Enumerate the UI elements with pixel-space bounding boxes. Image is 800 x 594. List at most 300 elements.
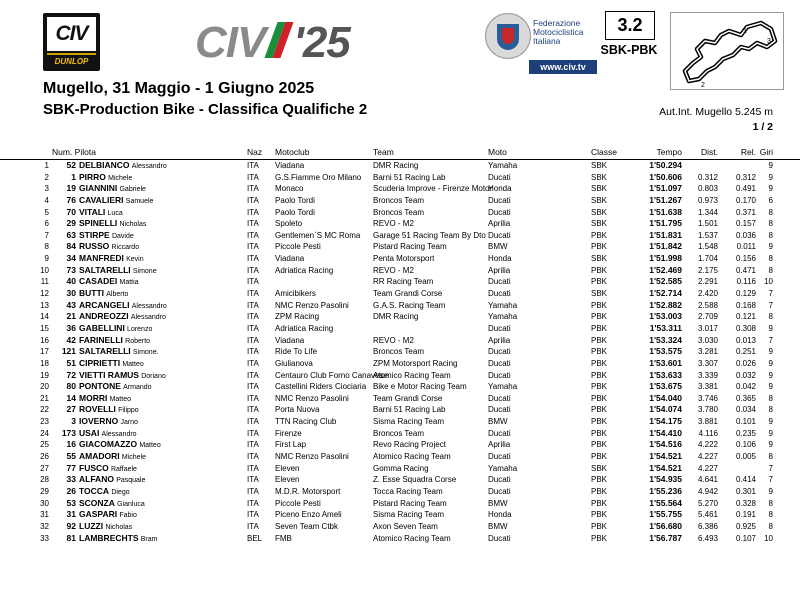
civ-logo-bar	[47, 53, 96, 55]
interval-cell: 0.106	[735, 440, 756, 450]
interval-cell: 0.170	[735, 195, 756, 205]
header-classe: Classe	[591, 147, 617, 157]
rider-number-cell: 33	[66, 474, 76, 485]
laps-cell: 8	[768, 498, 773, 508]
rider-surname: USAI	[79, 427, 100, 438]
class-cell: SBK	[591, 463, 608, 473]
motoclub-cell: Eleven	[275, 463, 300, 473]
position-cell: 14	[40, 312, 49, 322]
rider-surname: ALFANO	[79, 474, 114, 485]
interval-cell: 0.235	[735, 428, 756, 438]
civ-logo-text: CIV	[47, 17, 96, 51]
motoclub-cell: Centauro Club Forno Canavese	[275, 370, 388, 380]
lap-time-cell: 1'52.714	[649, 288, 682, 299]
gap-cell: 4.222	[697, 440, 718, 450]
rider-firstname: Mattia	[119, 279, 139, 287]
rider-name-cell	[79, 533, 245, 546]
civ25-year: '25	[293, 18, 350, 67]
lap-time-cell: 1'53.575	[649, 346, 682, 357]
rider-surname: PONTONE	[79, 381, 121, 392]
laps-cell: 9	[768, 161, 773, 170]
document-number: 3.2	[605, 11, 655, 40]
nationality-cell: ITA	[247, 242, 259, 252]
nationality-cell: ITA	[247, 370, 259, 380]
gap-cell: 3.307	[697, 358, 718, 368]
nationality-cell: ITA	[247, 358, 259, 368]
rider-surname: LAMBRECHTS	[79, 532, 139, 543]
lap-time-cell: 1'55.755	[649, 509, 682, 520]
laps-cell: 10	[764, 277, 773, 287]
rider-firstname: Nicholas	[105, 523, 133, 531]
interval-cell: 0.121	[735, 312, 756, 322]
table-row	[0, 498, 800, 510]
rider-surname: STIRPE	[79, 229, 110, 240]
gap-cell: 3.281	[697, 347, 718, 357]
class-cell: SBK	[591, 289, 608, 299]
class-cell: SBK	[591, 207, 608, 217]
lap-time-cell: 1'51.795	[649, 218, 682, 229]
laps-cell: 9	[768, 323, 773, 333]
laps-cell: 10	[764, 533, 773, 543]
laps-cell: 8	[768, 521, 773, 531]
nationality-cell: ITA	[247, 161, 259, 170]
team-cell: Penta Motorsport	[373, 254, 435, 264]
team-cell: REVO - M2	[373, 219, 414, 229]
motoclub-cell: Gentlemen`S MC Roma	[275, 230, 361, 240]
gap-cell: 4.641	[697, 475, 718, 485]
laps-cell: 8	[768, 393, 773, 403]
rider-number-cell: 73	[66, 264, 76, 275]
interval-cell: 0.129	[735, 289, 756, 299]
gap-cell: 4.227	[697, 452, 718, 462]
team-cell: Axon Seven Team	[373, 521, 438, 531]
team-cell: Broncos Team	[373, 428, 424, 438]
rider-number-cell: 21	[66, 311, 76, 322]
rider-surname: MANFREDI	[79, 253, 124, 264]
team-cell: Pistard Racing Team	[373, 498, 447, 508]
table-row	[0, 474, 800, 486]
interval-cell: 0.191	[735, 510, 756, 520]
class-cell: PBK	[591, 417, 608, 427]
class-cell: PBK	[591, 323, 608, 333]
lap-time-cell: 1'51.831	[649, 229, 682, 240]
table-row	[0, 323, 800, 335]
rider-firstname: Davide	[111, 232, 134, 240]
laps-cell: 7	[768, 300, 773, 310]
session-title: SBK-Production Bike - Classifica Qualifiche 2	[43, 101, 368, 118]
class-cell: SBK	[591, 161, 608, 170]
table-row	[0, 521, 800, 533]
interval-cell: 0.308	[735, 323, 756, 333]
rider-number-cell: 29	[66, 218, 76, 229]
team-cell: Team Grandi Corse	[373, 393, 443, 403]
team-cell: Pistard Racing Team	[373, 242, 447, 252]
rider-firstname: Pasquale	[116, 477, 146, 485]
page-number: 1 / 2	[752, 121, 773, 133]
bike-cell: Ducati	[488, 452, 511, 462]
class-cell: PBK	[591, 358, 608, 368]
lap-time-cell: 1'53.311	[649, 322, 682, 333]
position-cell: 4	[44, 195, 49, 205]
lap-time-cell: 1'54.040	[649, 392, 682, 403]
team-cell: G.A.S. Racing Team	[373, 300, 446, 310]
table-row	[0, 183, 800, 195]
position-cell: 11	[40, 277, 49, 287]
laps-cell: 8	[768, 405, 773, 415]
rider-number-cell: 40	[66, 276, 76, 287]
circuit-info: Aut.Int. Mugello 5.245 m	[659, 106, 773, 118]
position-cell: 26	[40, 452, 49, 462]
nationality-cell: ITA	[247, 347, 259, 357]
nationality-cell: ITA	[247, 498, 259, 508]
rider-firstname: Samuele	[125, 197, 154, 205]
gap-cell: 1.704	[697, 254, 718, 264]
position-cell: 25	[40, 440, 49, 450]
bike-cell: Yamaha	[488, 382, 518, 392]
rider-firstname: Simone	[132, 267, 157, 275]
class-cell: PBK	[591, 242, 608, 252]
gap-cell: 2.588	[697, 300, 718, 310]
team-cell: Barni 51 Racing Lab	[373, 405, 446, 415]
bike-cell: Yamaha	[488, 463, 518, 473]
bike-cell: Honda	[488, 184, 512, 194]
lap-time-cell: 1'53.633	[649, 369, 682, 380]
team-cell: Team Grandi Corse	[373, 289, 443, 299]
nationality-cell: ITA	[247, 265, 259, 275]
nationality-cell: ITA	[247, 417, 259, 427]
gap-cell: 3.017	[697, 323, 718, 333]
table-row	[0, 463, 800, 475]
header-num-pilota: Num. Pilota	[52, 147, 96, 157]
team-cell: REVO - M2	[373, 335, 414, 345]
track-label-3: 3	[767, 38, 771, 45]
nationality-cell: ITA	[247, 277, 259, 287]
nationality-cell: ITA	[247, 393, 259, 403]
motoclub-cell: Monaco	[275, 184, 304, 194]
rider-firstname: Kevin	[126, 256, 144, 264]
position-cell: 29	[40, 486, 49, 496]
civ-website-link[interactable]: www.civ.tv	[529, 60, 597, 74]
table-row	[0, 218, 800, 230]
rider-firstname: Bram	[140, 535, 158, 543]
nationality-cell: ITA	[247, 289, 259, 299]
position-cell: 3	[44, 184, 49, 194]
position-cell: 33	[40, 533, 49, 543]
interval-cell: 0.034	[735, 405, 756, 415]
class-cell: PBK	[591, 335, 608, 345]
team-cell: REVO - M2	[373, 265, 414, 275]
laps-cell: 8	[768, 510, 773, 520]
table-row	[0, 288, 800, 300]
bike-cell: BMW	[488, 242, 508, 252]
bike-cell: Honda	[488, 254, 512, 264]
bike-cell: Yamaha	[488, 312, 518, 322]
nationality-cell: ITA	[247, 405, 259, 415]
rider-number-cell: 14	[66, 392, 76, 403]
rider-surname: CIPRIETTI	[79, 357, 121, 368]
rider-number-cell: 92	[66, 520, 76, 531]
laps-cell: 8	[768, 207, 773, 217]
motoclub-cell: Spoleto	[275, 219, 303, 229]
laps-cell: 9	[768, 370, 773, 380]
interval-cell: 0.005	[735, 452, 756, 462]
header-naz: Naz	[247, 147, 263, 157]
rider-firstname: Michele	[121, 454, 146, 462]
class-cell: PBK	[591, 382, 608, 392]
table-row	[0, 404, 800, 416]
table-row	[0, 335, 800, 347]
class-cell: PBK	[591, 347, 608, 357]
team-cell: DMR Racing	[373, 312, 419, 322]
interval-cell: 0.491	[735, 184, 756, 194]
motoclub-cell: Viadana	[275, 161, 305, 170]
lap-time-cell: 1'51.842	[649, 241, 682, 252]
interval-cell: 0.157	[735, 219, 756, 229]
rider-firstname: Michele	[108, 174, 133, 182]
nationality-cell: ITA	[247, 382, 259, 392]
nationality-cell: ITA	[247, 219, 259, 229]
laps-cell: 9	[768, 242, 773, 252]
gap-cell: 2.420	[697, 289, 718, 299]
rider-number-cell: 173	[61, 427, 76, 438]
lap-time-cell: 1'56.680	[649, 520, 682, 531]
team-cell: Broncos Team	[373, 195, 424, 205]
rider-number-cell: 81	[66, 532, 76, 543]
motoclub-cell: Castellini Riders Ciociaria	[275, 382, 367, 392]
class-cell: SBK	[591, 254, 608, 264]
team-cell: Bike e Motor Racing Team	[373, 382, 467, 392]
motoclub-cell: Amicibikers	[275, 289, 316, 299]
table-row	[0, 172, 800, 184]
motoclub-cell: TTN Racing Club	[275, 417, 337, 427]
team-cell: Sisma Racing Team	[373, 510, 444, 520]
interval-cell: 0.036	[735, 230, 756, 240]
civ25-text: CIV	[195, 18, 266, 67]
gap-cell: 3.780	[697, 405, 718, 415]
rider-surname: GIANNINI	[79, 183, 118, 194]
lap-time-cell: 1'55.236	[649, 485, 682, 496]
lap-time-cell: 1'54.410	[649, 427, 682, 438]
motoclub-cell: Seven Team Ctbk	[275, 521, 338, 531]
team-cell: Z. Esse Squadra Corse	[373, 475, 457, 485]
rider-number-cell: 70	[66, 206, 76, 217]
rider-number-cell: 27	[66, 404, 76, 415]
rider-firstname: Jarno	[120, 419, 138, 427]
motoclub-cell: ZPM Racing	[275, 312, 320, 322]
track-label-2: 1	[743, 28, 747, 35]
bike-cell: Ducati	[488, 370, 511, 380]
class-cell: PBK	[591, 405, 608, 415]
table-row	[0, 195, 800, 207]
rider-number-cell: 34	[66, 253, 76, 264]
table-row	[0, 451, 800, 463]
table-body	[0, 160, 800, 544]
rider-firstname: Lorenzo	[127, 325, 153, 333]
gap-cell: 1.548	[697, 242, 718, 252]
bike-cell: Ducati	[488, 393, 511, 403]
team-cell: Sisma Racing Team	[373, 417, 444, 427]
motoclub-cell: NMC Renzo Pasolini	[275, 300, 349, 310]
rider-number-cell: 26	[66, 485, 76, 496]
motoclub-cell: NMC Renzo Pasolini	[275, 452, 349, 462]
position-cell: 1	[44, 161, 49, 170]
table-row	[0, 276, 800, 288]
motoclub-cell: Ride To Life	[275, 347, 318, 357]
motoclub-cell: Piccole Pesti	[275, 242, 321, 252]
team-cell: Tocca Racing Team	[373, 486, 443, 496]
interval-cell: 0.032	[735, 370, 756, 380]
bike-cell: Aprilia	[488, 440, 511, 450]
gap-cell: 5.270	[697, 498, 718, 508]
lap-time-cell: 1'52.469	[649, 264, 682, 275]
position-cell: 21	[40, 393, 49, 403]
gap-cell: 5.461	[697, 510, 718, 520]
interval-cell: 0.042	[735, 382, 756, 392]
bike-cell: Ducati	[488, 230, 511, 240]
lap-time-cell: 1'51.638	[649, 206, 682, 217]
team-cell: Atomico Racing Team	[373, 370, 451, 380]
position-cell: 23	[40, 417, 49, 427]
lap-time-cell: 1'51.267	[649, 194, 682, 205]
table-row	[0, 207, 800, 219]
lap-time-cell: 1'53.601	[649, 357, 682, 368]
gap-cell: 2.175	[697, 265, 718, 275]
position-cell: 30	[40, 498, 49, 508]
header-moto: Moto	[488, 147, 507, 157]
bike-cell: Ducati	[488, 533, 511, 543]
lap-time-cell: 1'54.521	[649, 451, 682, 462]
gap-cell: 6.493	[697, 533, 718, 543]
table-row	[0, 160, 800, 172]
table-row	[0, 241, 800, 253]
rider-number-cell: 1	[71, 171, 76, 182]
laps-cell: 8	[768, 452, 773, 462]
bike-cell: Ducati	[488, 277, 511, 287]
nationality-cell: ITA	[247, 335, 259, 345]
motoclub-cell: NMC Renzo Pasolini	[275, 393, 349, 403]
table-row	[0, 533, 800, 545]
event-title: Mugello, 31 Maggio - 1 Giugno 2025	[43, 80, 315, 97]
motoclub-cell: First Lap	[275, 440, 307, 450]
laps-cell: 9	[768, 358, 773, 368]
fmi-crest-icon	[485, 13, 531, 59]
header-rel: Rel.	[740, 147, 756, 157]
laps-cell: 9	[768, 347, 773, 357]
position-cell: 6	[44, 219, 49, 229]
motoclub-cell: Adriatica Racing	[275, 323, 334, 333]
nationality-cell: ITA	[247, 195, 259, 205]
gap-cell: 1.537	[697, 230, 718, 240]
interval-cell: 0.026	[735, 358, 756, 368]
class-cell: PBK	[591, 300, 608, 310]
table-row	[0, 265, 800, 277]
position-cell: 13	[40, 300, 49, 310]
class-cell: PBK	[591, 265, 608, 275]
rider-number-cell: 72	[66, 369, 76, 380]
laps-cell: 8	[768, 230, 773, 240]
position-cell: 9	[44, 254, 49, 264]
laps-cell: 9	[768, 172, 773, 182]
bike-cell: Ducati	[488, 172, 511, 182]
bike-cell: Ducati	[488, 347, 511, 357]
team-cell: Scuderia Improve - Firenze Motor	[373, 184, 493, 194]
rider-surname: FUSCO	[79, 462, 109, 473]
position-cell: 19	[40, 370, 49, 380]
interval-cell: 0.312	[735, 172, 756, 182]
gap-cell: 3.030	[697, 335, 718, 345]
nationality-cell: ITA	[247, 452, 259, 462]
rider-firstname: Simone.	[132, 349, 159, 357]
team-cell: Gomma Racing	[373, 463, 429, 473]
header-team: Team	[373, 147, 394, 157]
nationality-cell: ITA	[247, 521, 259, 531]
rider-number-cell: 77	[66, 462, 76, 473]
position-cell: 24	[40, 428, 49, 438]
lap-time-cell: 1'53.675	[649, 381, 682, 392]
motoclub-cell: Porta Nuova	[275, 405, 320, 415]
nationality-cell: BEL	[247, 533, 263, 543]
gap-cell: 2.709	[697, 312, 718, 322]
rider-number-cell: 31	[66, 509, 76, 520]
class-cell: PBK	[591, 533, 608, 543]
fmi-logo	[485, 13, 600, 77]
laps-cell: 8	[768, 254, 773, 264]
laps-cell: 9	[768, 428, 773, 438]
bike-cell: Honda	[488, 510, 512, 520]
bike-cell: Yamaha	[488, 161, 518, 170]
class-cell: PBK	[591, 521, 608, 531]
track-map	[670, 12, 784, 90]
rider-surname: VIETTI RAMUS	[79, 369, 139, 380]
track-map-icon	[671, 13, 783, 89]
dunlop-logo: DUNLOP	[54, 57, 89, 66]
table-row	[0, 486, 800, 498]
laps-cell: 7	[768, 475, 773, 485]
nationality-cell: ITA	[247, 254, 259, 264]
rider-number-cell: 36	[66, 322, 76, 333]
rider-surname: ANDREOZZI	[79, 311, 129, 322]
nationality-cell: ITA	[247, 172, 259, 182]
civ-logo	[43, 13, 100, 71]
rider-surname: RUSSO	[79, 241, 110, 252]
nationality-cell: ITA	[247, 428, 259, 438]
rider-number-cell: 30	[66, 288, 76, 299]
motoclub-cell: Adriatica Racing	[275, 265, 334, 275]
rider-number-cell: 52	[66, 160, 76, 170]
rider-firstname: Fabio	[119, 512, 137, 520]
table-row	[0, 253, 800, 265]
rider-firstname: Nicholas	[119, 221, 147, 229]
results-table	[0, 145, 800, 544]
laps-cell: 7	[768, 335, 773, 345]
track-label-1: 2	[701, 82, 705, 89]
interval-cell: 0.471	[735, 265, 756, 275]
position-cell: 8	[44, 242, 49, 252]
position-cell: 31	[40, 510, 49, 520]
rider-firstname: Alessandro	[130, 314, 166, 322]
interval-cell: 0.328	[735, 498, 756, 508]
laps-cell: 9	[768, 382, 773, 392]
bike-cell: Yamaha	[488, 300, 518, 310]
nationality-cell: ITA	[247, 486, 259, 496]
gap-cell: 3.881	[697, 417, 718, 427]
bike-cell: Ducati	[488, 323, 511, 333]
interval-cell: 0.116	[736, 277, 756, 287]
rider-surname: ARCANGELI	[79, 299, 130, 310]
rider-surname: PIRRO	[79, 171, 106, 182]
class-cell: PBK	[591, 277, 608, 287]
lap-time-cell: 1'54.074	[649, 404, 682, 415]
